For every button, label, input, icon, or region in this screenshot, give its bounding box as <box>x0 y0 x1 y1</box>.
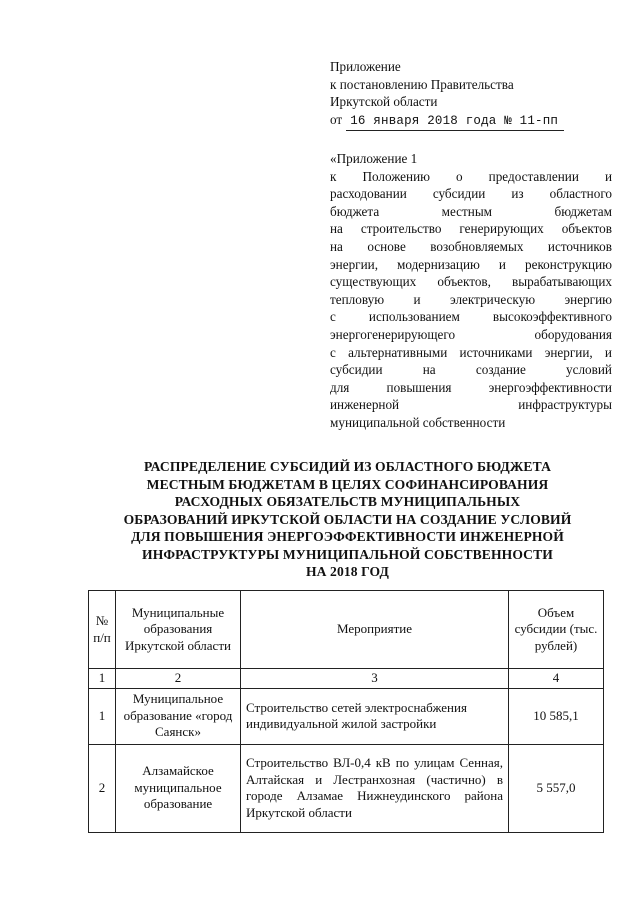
appendix-line: с альтернативными источниками энергии, и <box>330 344 612 360</box>
subsidy-table <box>88 590 604 833</box>
appendix-line: для повышения энергоэффективности <box>330 379 612 395</box>
column-number: 2 <box>116 669 241 689</box>
date-prefix: от <box>330 111 343 127</box>
appendix-line: тепловую и электрическую энергию <box>330 291 612 307</box>
row-municipality: Алзамайское муниципальное образование <box>116 744 241 832</box>
header-line: Приложение <box>330 59 401 74</box>
appendix-reference <box>330 150 612 432</box>
appendix-line: с использованием высокоэффективного <box>330 309 612 325</box>
appendix-line: на строительство генерирующих объектов <box>330 221 612 237</box>
header-municipality: Муниципальные образования Иркутской области <box>116 591 241 669</box>
header-num: № п/п <box>89 591 116 669</box>
row-measure: Строительство ВЛ-0,4 кВ по улицам Сенная, Алтайская и Лестранхозная (частично) в городе Алзамае Нижнеудинского района Иркутской области <box>241 744 509 832</box>
title-line: РАСХОДНЫХ ОБЯЗАТЕЛЬСТВ МУНИЦИПАЛЬНЫХ <box>174 494 521 509</box>
row-num: 2 <box>89 744 116 832</box>
column-number: 4 <box>509 669 604 689</box>
appendix-line: «Приложение 1 <box>330 151 418 166</box>
appendix-line: расходовании субсидии из областного <box>330 186 612 202</box>
table-row <box>89 688 604 744</box>
approval-header <box>330 58 575 131</box>
row-num: 1 <box>89 688 116 744</box>
title-line: РАСПРЕДЕЛЕНИЕ СУБСИДИЙ ИЗ ОБЛАСТНОГО БЮДЖЕТА <box>144 459 551 474</box>
appendix-line: к Положению о предоставлении и <box>330 168 612 184</box>
appendix-line: энергии, модернизацию и реконструкцию <box>330 256 612 272</box>
document-title <box>95 458 600 581</box>
title-line: ДЛЯ ПОВЫШЕНИЯ ЭНЕРГОЭФФЕКТИВНОСТИ ИНЖЕНЕРНОЙ <box>131 529 564 544</box>
header-line: Иркутской области <box>330 94 438 109</box>
appendix-line: бюджета местным бюджетам <box>330 203 612 219</box>
title-line: МЕСТНЫМ БЮДЖЕТАМ В ЦЕЛЯХ СОФИНАНСИРОВАНИЯ <box>146 476 549 492</box>
appendix-line: субсидии на создание условий <box>330 362 612 378</box>
title-line: ИНФРАСТРУКТУРЫ МУНИЦИПАЛЬНОЙ СОБСТВЕННОСТИ <box>142 546 553 562</box>
title-line: НА 2018 ГОД <box>305 564 390 579</box>
column-number: 3 <box>241 669 509 689</box>
header-line: к постановлению Правительства <box>330 76 514 92</box>
row-amount: 10 585,1 <box>509 688 604 744</box>
row-municipality: Муниципальное образование «город Саянск» <box>116 688 241 744</box>
row-amount: 5 557,0 <box>509 744 604 832</box>
column-number-row <box>89 669 604 689</box>
table-row <box>89 744 604 832</box>
decree-date-line <box>330 111 575 132</box>
decree-date: 16 января 2018 года № 11-пп <box>346 113 564 132</box>
appendix-line: энергогенерирующего оборудования <box>330 326 612 342</box>
table-header-row <box>89 591 604 669</box>
header-measure: Мероприятие <box>241 591 509 669</box>
appendix-line: существующих объектов, вырабатывающих <box>330 274 612 290</box>
header-amount: Объем субсидии (тыс. рублей) <box>509 591 604 669</box>
column-number: 1 <box>89 669 116 689</box>
row-measure: Строительство сетей электроснабжения индивидуальной жилой застройки <box>241 688 509 744</box>
appendix-line: на основе возобновляемых источников <box>330 238 612 254</box>
appendix-line: муниципальной собственности <box>330 414 506 430</box>
appendix-line: инженерной инфраструктуры <box>330 397 612 413</box>
title-line: ОБРАЗОВАНИЙ ИРКУТСКОЙ ОБЛАСТИ НА СОЗДАНИЕ УСЛОВИЙ <box>123 511 572 527</box>
